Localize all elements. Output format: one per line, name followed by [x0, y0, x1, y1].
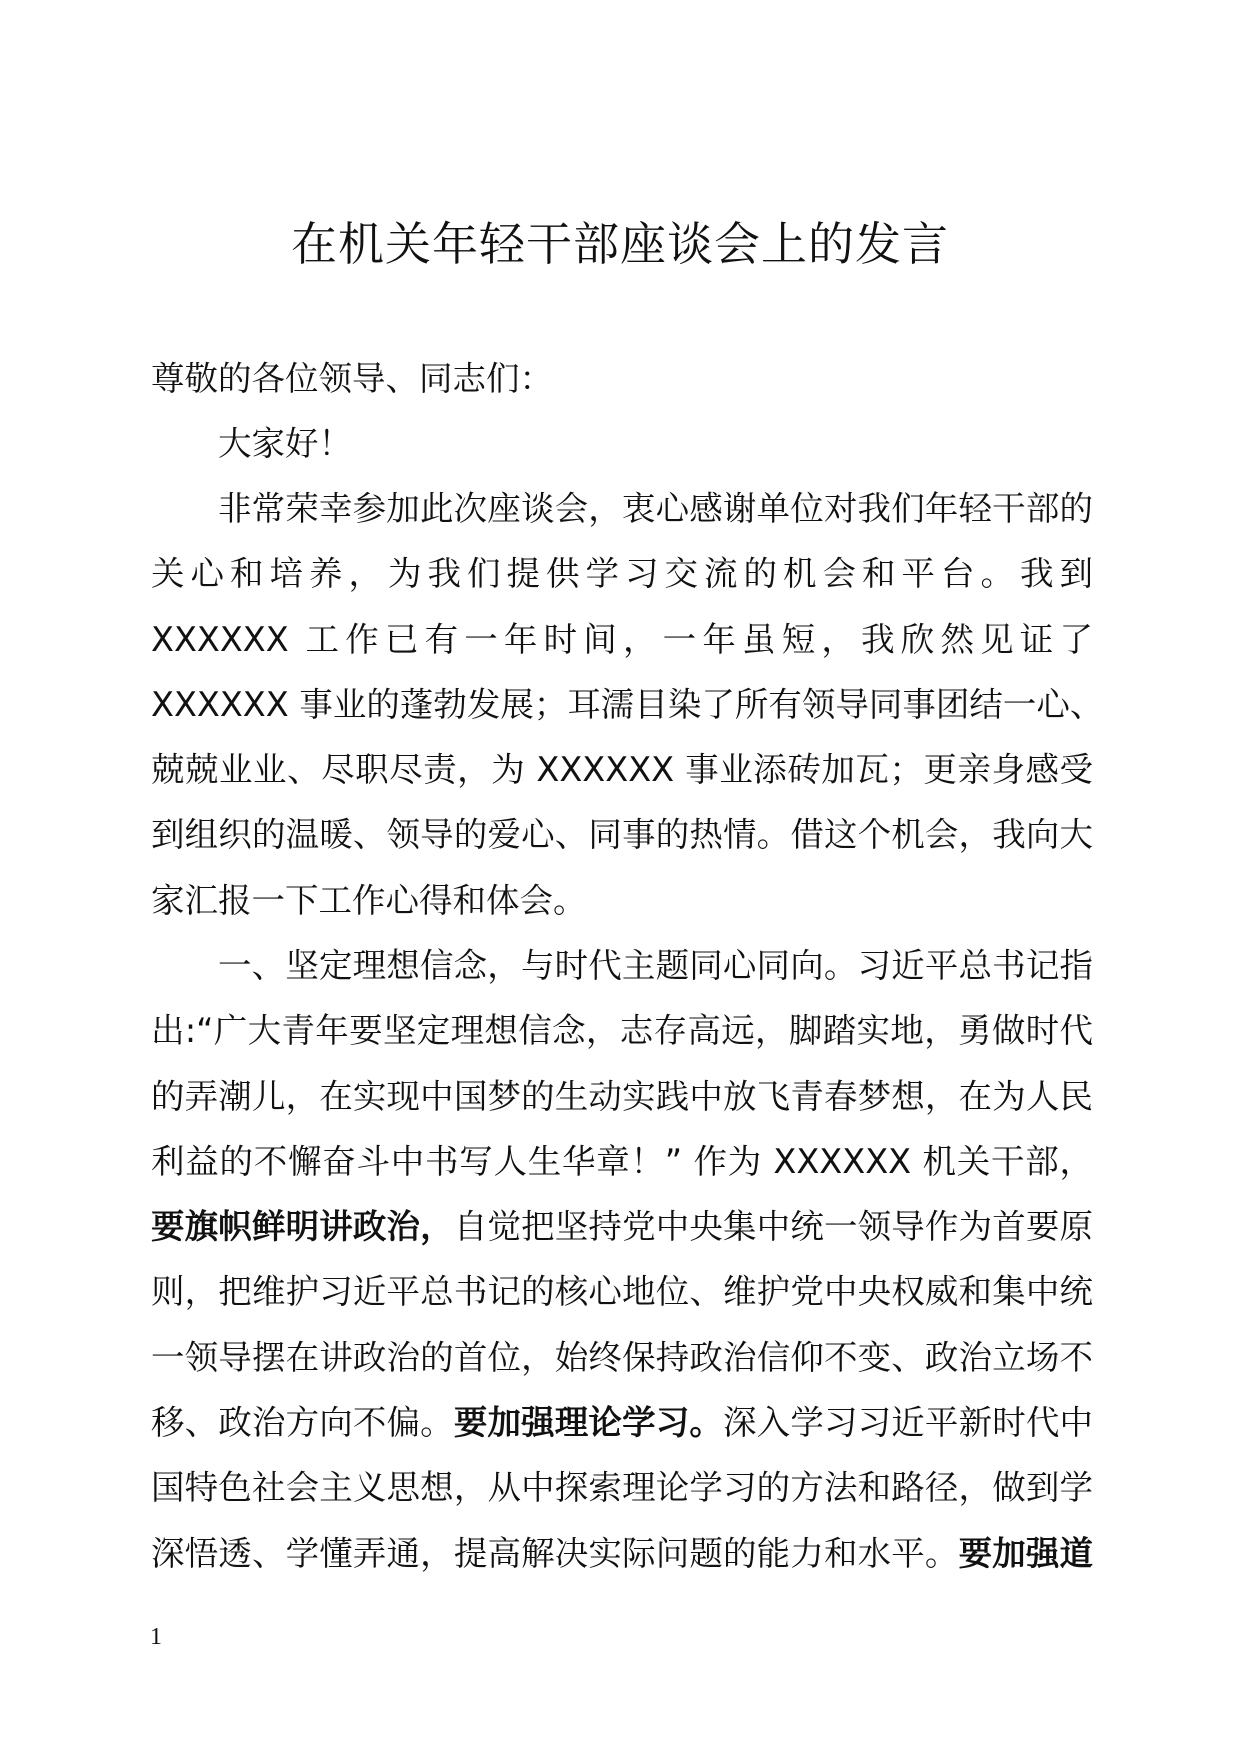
paragraph-line: 一领导摆在讲政治的首位，始终保持政治信仰不变、政治立场不: [151, 1337, 1093, 1377]
paragraph-text: 自觉把坚持党中央集中统一领导作为首要原: [453, 1207, 1094, 1247]
paragraph-line: 一、坚定理想信念，与时代主题同心同向。习近平总书记指: [218, 946, 1093, 985]
paragraph-line: XXXXXX 工作已有一年时间，一年虽短，我欣然见证了: [151, 619, 1093, 659]
greeting: [151, 411, 1093, 476]
paragraph-line: 家汇报一下工作心得和体会。: [151, 880, 587, 920]
paragraph-line: [151, 1521, 1093, 1586]
paragraph-line: [151, 1194, 1093, 1259]
paragraph-line: 利益的不懈奋斗中书写人生华章！” 作为 XXXXXX 机关干部，: [151, 1141, 1093, 1181]
emphasis-text: 要加强理论学习。: [453, 1403, 724, 1443]
paragraph-line: 出:“广大青年要坚定理想信念，志存高远，脚踏实地，勇做时代: [151, 1011, 1093, 1051]
paragraph-text: 深入学习习近平新时代中: [723, 1403, 1094, 1443]
paragraph-text: 移、政治方向不偏。: [151, 1403, 454, 1443]
paragraph-line: 的弄潮儿，在实现中国梦的生动实践中放飞青春梦想，在为人民: [151, 1076, 1093, 1116]
paragraph-2: [151, 933, 1093, 1586]
paragraph-line: 则，把维护习近平总书记的核心地位、维护党中央权威和集中统: [151, 1272, 1093, 1312]
paragraph-text: 深悟透、学懂弄通，提高解决实际问题的能力和水平。: [151, 1533, 959, 1573]
emphasis-text: 要旗帜鲜明讲政治，: [151, 1207, 454, 1247]
paragraph-line: 到组织的温暖、领导的爱心、同事的热情。借这个机会，我向大: [151, 815, 1093, 855]
paragraph-line: 关心和培养，为我们提供学习交流的机会和平台。我到: [151, 554, 1093, 594]
paragraph-line: [151, 1390, 1093, 1455]
page-number: 1: [150, 1624, 162, 1650]
paragraph-line: XXXXXX 事业的蓬勃发展；耳濡目染了所有领导同事团结一心、: [151, 684, 1104, 724]
paragraph-line: 国特色社会主义思想，从中探索理论学习的方法和路径，做到学: [151, 1468, 1093, 1508]
paragraph-1: [151, 476, 1104, 933]
paragraph-line: 兢兢业业、尽职尽责，为 XXXXXX 事业添砖加瓦；更亲身感受: [151, 750, 1093, 790]
greeting-text: 大家好！: [218, 424, 352, 463]
page-title: 在机关年轻干部座谈会上的发言: [291, 217, 949, 271]
emphasis-text: 要加强道: [958, 1533, 1094, 1573]
salutation: [151, 346, 1093, 411]
paragraph-line: 非常荣幸参加此次座谈会，衷心感谢单位对我们年轻干部的: [218, 489, 1093, 528]
salutation-text: 尊敬的各位领导、同志们：: [151, 359, 553, 398]
